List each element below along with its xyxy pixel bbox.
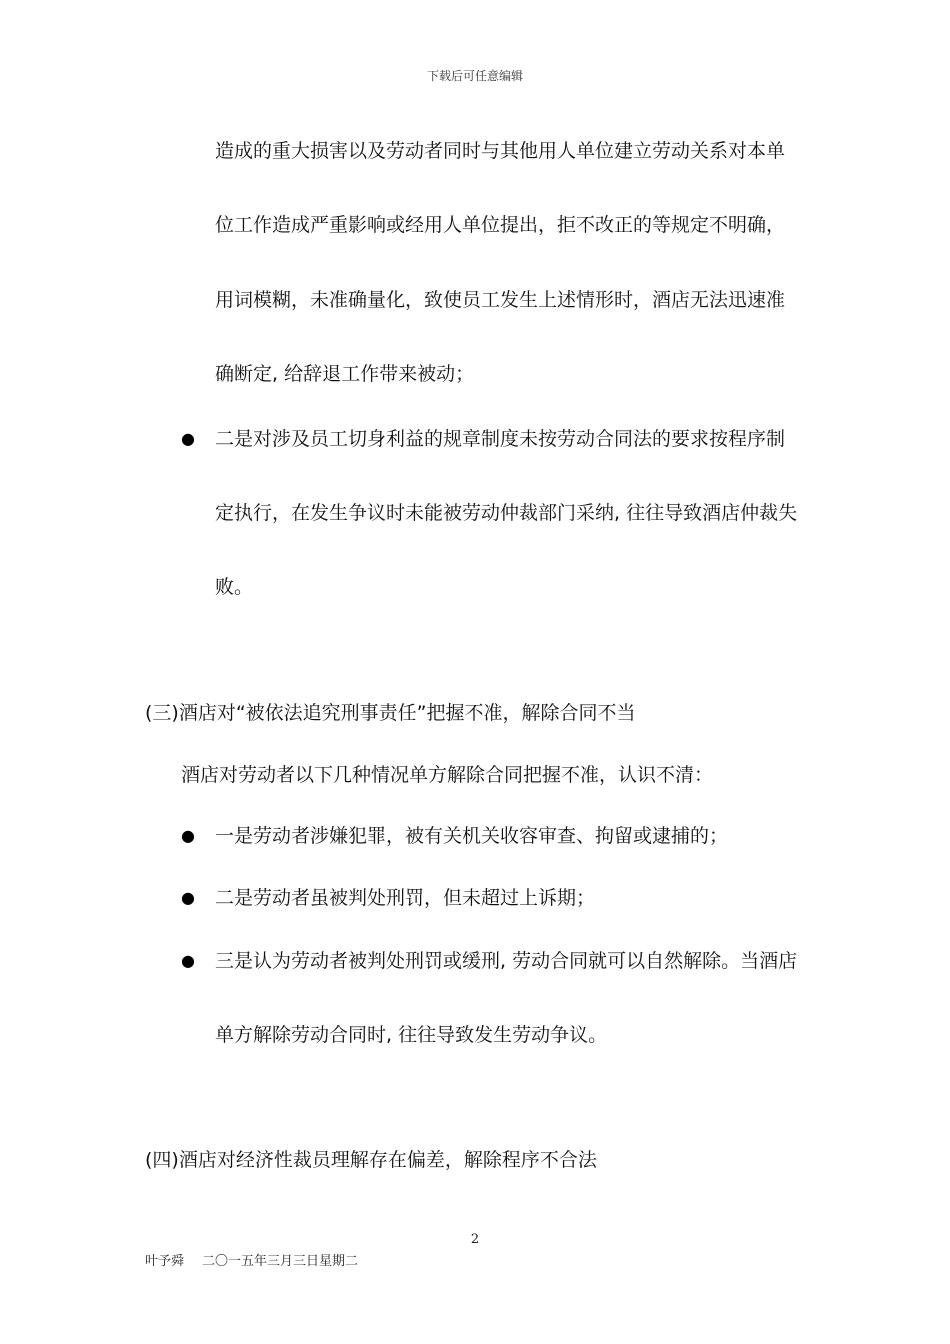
bullet-text: 一是劳动者涉嫌犯罪，被有关机关收容审查、拘留或逮捕的； [215,825,729,847]
section-heading: (四)酒店对经济性裁员理解存在偏差，解除程序不合法 [145,1149,597,1171]
footer-date: 二〇一五年三月三日星期二 [202,1254,359,1269]
bullet-icon: ● [181,429,195,448]
bullet-text: 二是对涉及员工切身利益的规章制度未按劳动合同法的要求按程序制 [215,428,786,450]
bullet-icon: ● [181,826,195,845]
bullet-icon: ● [181,951,195,970]
footer [145,1250,358,1269]
bullet-text: 败。 [215,576,254,598]
page-number: 2 [470,1232,480,1247]
section-intro: 酒店对劳动者以下几种情况单方解除合同把握不准，认识不清： [181,764,714,786]
body-line: 确断定, 给辞退工作带来被动； [215,363,475,385]
bullet-text: 定执行，在发生争议时未能被劳动仲裁部门采纳, 往往导致酒店仲裁失 [215,502,798,524]
bullet-text: 单方解除劳动合同时, 往往导致发生劳动争议。 [215,1024,608,1046]
body-line: 位工作造成严重影响或经用人单位提出，拒不改正的等规定不明确， [215,214,786,236]
body-line: 造成的重大损害以及劳动者同时与其他用人单位建立劳动关系对本单 [215,140,786,162]
bullet-text: 三是认为劳动者被判处刑罚或缓刑, 劳动合同就可以自然解除。当酒店 [215,950,798,972]
section-heading: (三)酒店对“被依法追究刑事责任”把握不准，解除合同不当 [145,702,636,724]
bullet-icon: ● [181,888,195,907]
footer-author: 叶予舜 [145,1254,185,1269]
bullet-text: 二是劳动者虽被判处刑罚，但未超过上诉期； [215,887,596,909]
body-line: 用词模糊，未准确量化，致使员工发生上述情形时，酒店无法迅速准 [215,289,786,311]
header-note: 下载后可任意编辑 [426,69,523,83]
